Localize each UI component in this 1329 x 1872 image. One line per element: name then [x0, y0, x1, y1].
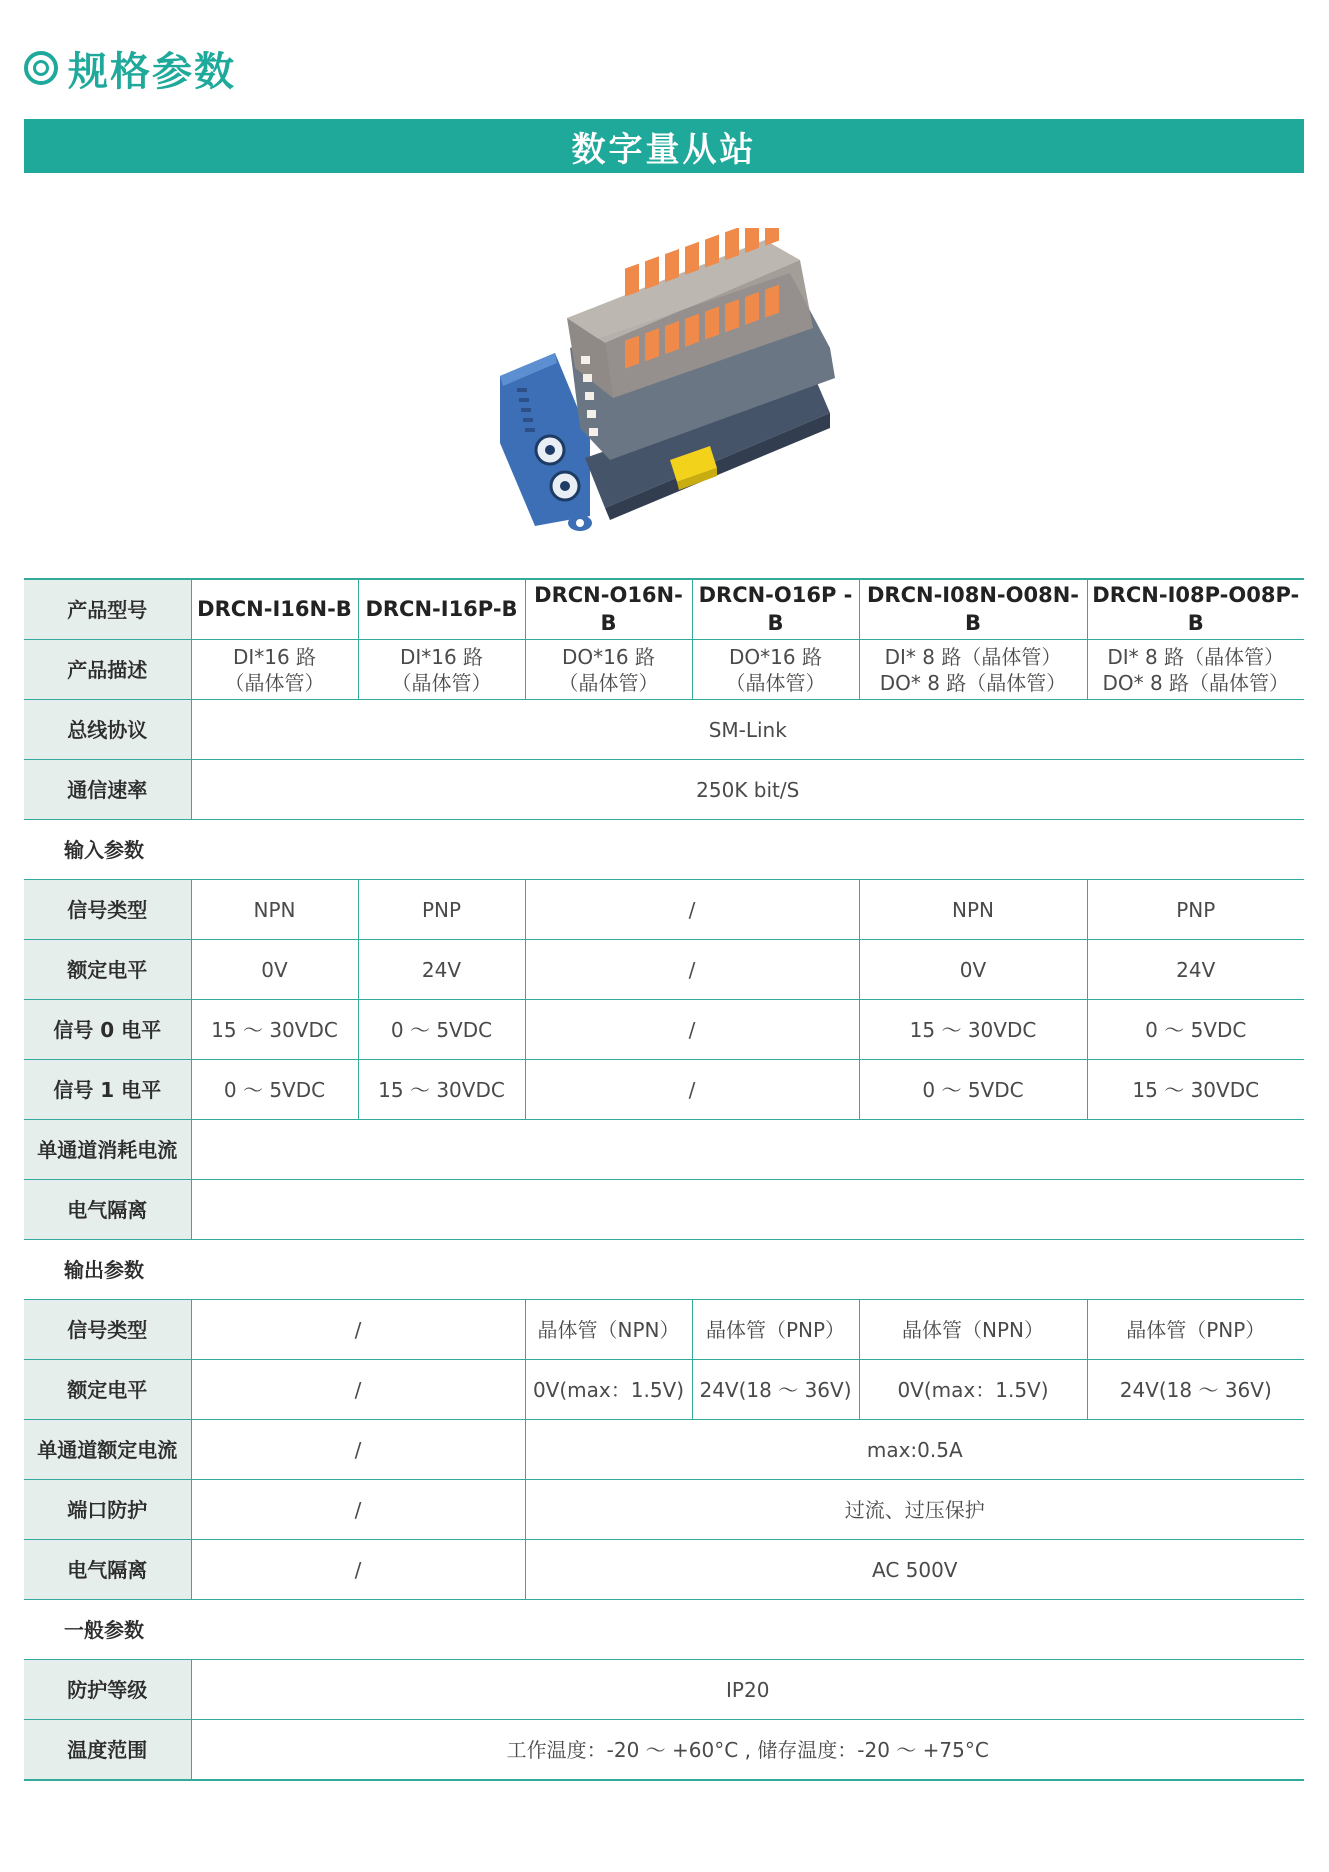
table-row-temperature	[24, 1720, 1304, 1781]
model-cell: DRCN-I08N-O08N-B	[859, 579, 1087, 640]
section-row-general	[24, 1600, 1304, 1660]
row-label: 电气隔离	[24, 1540, 191, 1600]
desc-line: DO*16 路	[562, 644, 655, 669]
desc-cell	[525, 640, 692, 700]
row-label: 额定电平	[24, 940, 191, 1000]
desc-line: DO* 8 路（晶体管）	[1102, 670, 1290, 695]
cell: 15 ～ 30VDC	[358, 1060, 525, 1120]
desc-line: （晶体管）	[224, 670, 325, 695]
section-title: 输入参数	[24, 820, 1304, 880]
cell: /	[525, 1060, 859, 1120]
row-label: 额定电平	[24, 1360, 191, 1420]
product-category-banner: 数字量从站	[24, 119, 1304, 173]
row-label: 产品描述	[24, 640, 191, 700]
cell: 24V	[1087, 940, 1304, 1000]
cell: 0 ～ 5VDC	[191, 1060, 358, 1120]
desc-line: DO* 8 路（晶体管）	[879, 670, 1067, 695]
cell: /	[191, 1540, 525, 1600]
spec-table	[24, 578, 1304, 1781]
cell: /	[191, 1480, 525, 1540]
desc-line: DI*16 路	[232, 644, 317, 669]
row-label: 信号类型	[24, 880, 191, 940]
row-label: 防护等级	[24, 1660, 191, 1720]
desc-line: DO*16 路	[729, 644, 822, 669]
desc-line: DI*16 路	[399, 644, 484, 669]
table-row-input-signal1	[24, 1060, 1304, 1120]
section-row-output	[24, 1240, 1304, 1300]
table-row-output-isolation	[24, 1540, 1304, 1600]
cell: 15 ～ 30VDC	[191, 1000, 358, 1060]
table-row-input-signal-type	[24, 880, 1304, 940]
table-row-output-signal-type	[24, 1300, 1304, 1360]
speed-value: 250K bit/S	[191, 760, 1304, 820]
cell: 晶体管（NPN）	[525, 1300, 692, 1360]
row-label: 温度范围	[24, 1720, 191, 1781]
cell: 过流、过压保护	[525, 1480, 1304, 1540]
section-title: 一般参数	[24, 1600, 1304, 1660]
desc-cell	[358, 640, 525, 700]
cell: 工作温度：-20 ～ +60°C , 储存温度：-20 ～ +75°C	[191, 1720, 1304, 1781]
section-title: 规格参数	[68, 48, 236, 95]
cell: 晶体管（PNP）	[692, 1300, 859, 1360]
table-row-output-rated-level	[24, 1360, 1304, 1420]
cell: 0 ～ 5VDC	[358, 1000, 525, 1060]
desc-line: （晶体管）	[558, 670, 659, 695]
model-cell: DRCN-I08P-O08P-B	[1087, 579, 1304, 640]
cell: /	[191, 1420, 525, 1480]
table-row-input-channel-current	[24, 1120, 1304, 1180]
model-cell: DRCN-I16P-B	[358, 579, 525, 640]
table-row-input-signal0	[24, 1000, 1304, 1060]
cell: 0V(max：1.5V)	[525, 1360, 692, 1420]
model-cell: DRCN-O16N-B	[525, 579, 692, 640]
cell: 0 ～ 5VDC	[859, 1060, 1087, 1120]
cell: 0V	[191, 940, 358, 1000]
cell: /	[525, 880, 859, 940]
table-row-protection-level	[24, 1660, 1304, 1720]
cell: /	[191, 1360, 525, 1420]
cell: 24V(18 ～ 36V)	[692, 1360, 859, 1420]
cell: AC 500V	[525, 1540, 1304, 1600]
section-heading	[24, 38, 236, 98]
cell: 0V(max：1.5V)	[859, 1360, 1087, 1420]
section-title: 输出参数	[24, 1240, 1304, 1300]
table-row-description	[24, 640, 1304, 700]
table-row-model	[24, 579, 1304, 640]
row-label: 单通道额定电流	[24, 1420, 191, 1480]
bus-value: SM-Link	[191, 700, 1304, 760]
cell: 晶体管（NPN）	[859, 1300, 1087, 1360]
cell: max:0.5A	[525, 1420, 1304, 1480]
cell: IP20	[191, 1660, 1304, 1720]
model-cell: DRCN-I16N-B	[191, 579, 358, 640]
desc-line: DI* 8 路（晶体管）	[1107, 644, 1285, 669]
row-label: 电气隔离	[24, 1180, 191, 1240]
cell: 15 ～ 30VDC	[1087, 1060, 1304, 1120]
desc-cell	[1087, 640, 1304, 700]
row-label: 信号类型	[24, 1300, 191, 1360]
cell: 24V(18 ～ 36V)	[1087, 1360, 1304, 1420]
cell: /	[525, 940, 859, 1000]
row-label: 总线协议	[24, 700, 191, 760]
row-label: 产品型号	[24, 579, 191, 640]
cell: /	[191, 1300, 525, 1360]
cell: 0 ～ 5VDC	[1087, 1000, 1304, 1060]
table-row-input-isolation	[24, 1180, 1304, 1240]
desc-line: （晶体管）	[391, 670, 492, 695]
row-label: 端口防护	[24, 1480, 191, 1540]
cell: /	[525, 1000, 859, 1060]
cell: 24V	[358, 940, 525, 1000]
row-label: 单通道消耗电流	[24, 1120, 191, 1180]
table-row-output-channel-current	[24, 1420, 1304, 1480]
section-row-input	[24, 820, 1304, 880]
desc-line: DI* 8 路（晶体管）	[884, 644, 1062, 669]
desc-cell	[859, 640, 1087, 700]
io-module-product-image	[495, 228, 855, 538]
cell: 晶体管（PNP）	[1087, 1300, 1304, 1360]
row-label: 通信速率	[24, 760, 191, 820]
cell: NPN	[859, 880, 1087, 940]
cell: 0V	[859, 940, 1087, 1000]
cell	[191, 1120, 1304, 1180]
double-circle-icon	[24, 51, 58, 85]
table-row-output-port-protection	[24, 1480, 1304, 1540]
desc-line: （晶体管）	[725, 670, 826, 695]
table-row-bus-protocol	[24, 700, 1304, 760]
cell: NPN	[191, 880, 358, 940]
cell: 15 ～ 30VDC	[859, 1000, 1087, 1060]
cell: PNP	[358, 880, 525, 940]
table-row-input-rated-level	[24, 940, 1304, 1000]
desc-cell	[191, 640, 358, 700]
cell: PNP	[1087, 880, 1304, 940]
model-cell: DRCN-O16P -B	[692, 579, 859, 640]
cell	[191, 1180, 1304, 1240]
table-row-comm-speed	[24, 760, 1304, 820]
desc-cell	[692, 640, 859, 700]
row-label: 信号 0 电平	[24, 1000, 191, 1060]
row-label: 信号 1 电平	[24, 1060, 191, 1120]
